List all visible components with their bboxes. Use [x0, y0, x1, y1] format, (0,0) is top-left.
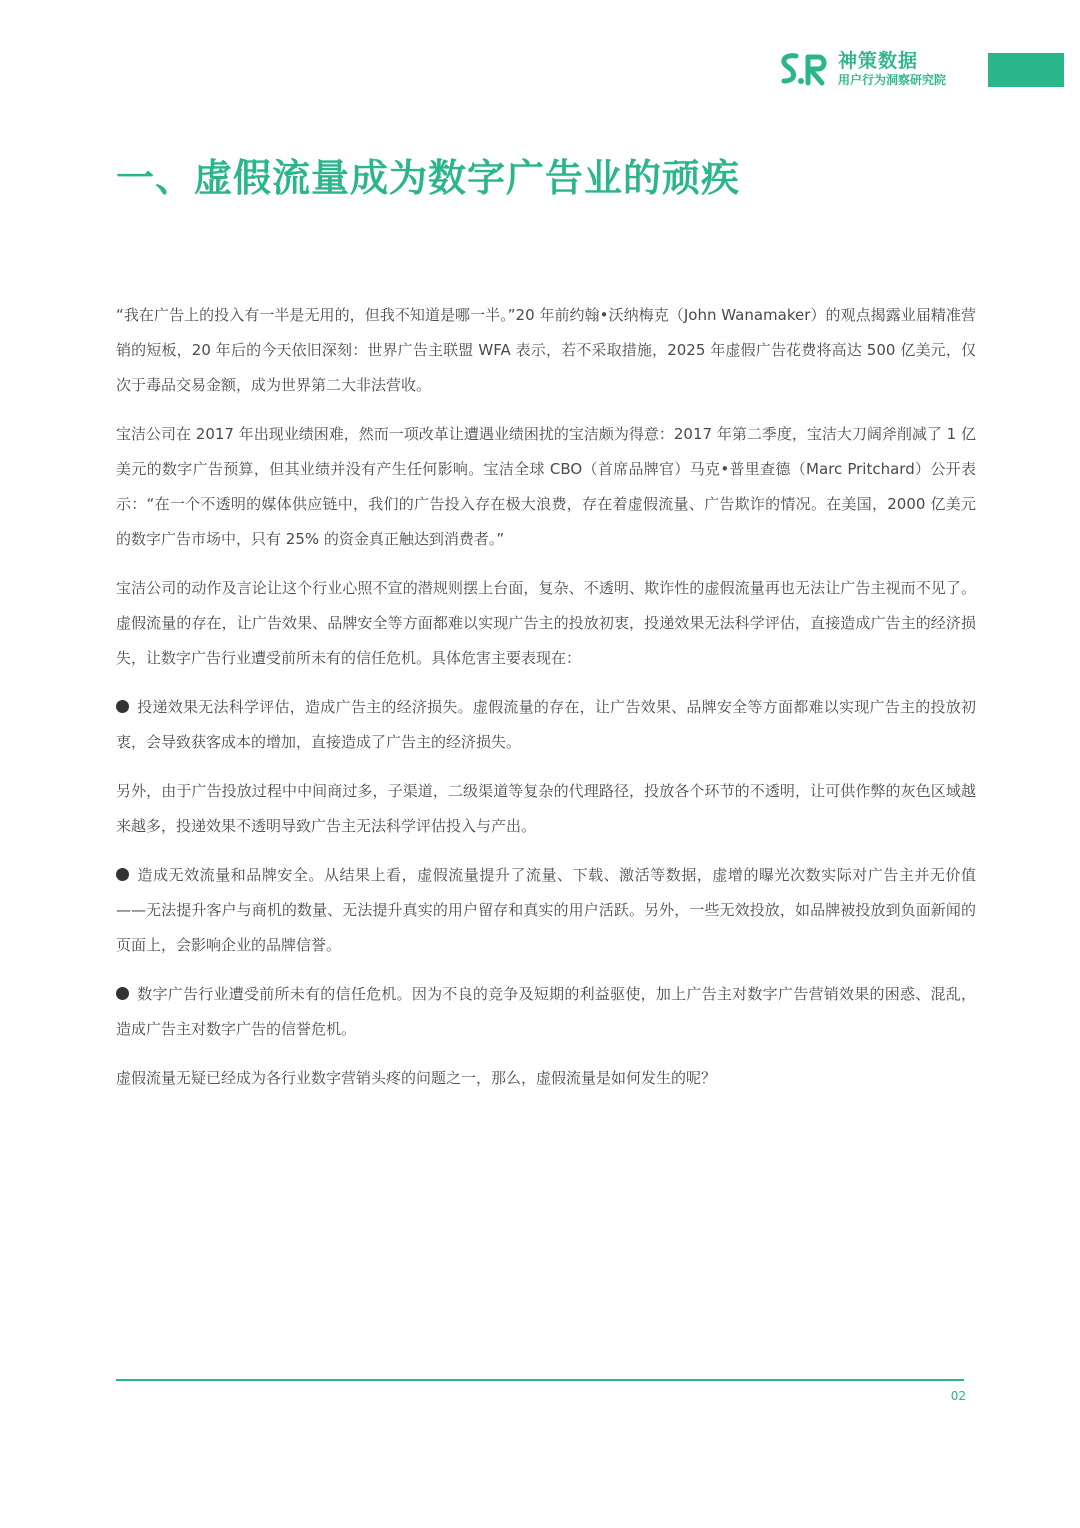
footer-divider — [116, 1379, 964, 1381]
bullet-icon — [116, 700, 129, 713]
paragraph: 宝洁公司在 2017 年出现业绩困难，然而一项改革让遭遇业绩困扰的宝洁颇为得意：2017 年第二季度，宝洁大刀阔斧削减了 1 亿美元的数字广告预算，但其业绩并没有产生任何影响。宝洁全球 CBO（首席品牌官）马克•普里查德（Marc Pritchard）公开表示：“在一个不透明的媒体供应链中，我们的广告投入存在极大浪费，存在着虚假流量、广告欺诈的情况。在美国，2000 亿美元的数字广告市场中，只有 25% 的资金真正触达到消费者。” — [116, 425, 976, 548]
header-accent-bar — [988, 53, 1064, 87]
bullet-text: 投递效果无法科学评估，造成广告主的经济损失。虚假流量的存在，让广告效果、品牌安全等方面都难以实现广告主的投放初衷，会导致获客成本的增加，直接造成了广告主的经济损失。 — [116, 698, 976, 751]
article-body — [116, 298, 976, 1110]
bullet-item — [116, 690, 976, 760]
bullet-icon — [116, 868, 129, 881]
brand-text — [838, 50, 946, 88]
paragraph: 宝洁公司的动作及言论让这个行业心照不宣的潜规则摆上台面，复杂、不透明、欺诈性的虚假流量再也无法让广告主视而不见了。虚假流量的存在，让广告效果、品牌安全等方面都难以实现广告主的投放初衷，投递效果无法科学评估，直接造成广告主的经济损失，让数字广告行业遭受前所未有的信任危机。具体危害主要表现在： — [116, 579, 976, 667]
paragraph: “我在广告上的投入有一半是无用的，但我不知道是哪一半。”20 年前约翰•沃纳梅克（John Wanamaker）的观点揭露业届精准营销的短板，20 年后的今天依旧深刻：世界广告主联盟 WFA 表示，若不采取措施，2025 年虚假广告花费将高达 500 亿美元，仅次于毒品交易金额，成为世界第二大非法营收。 — [116, 306, 976, 394]
bullet-text: 数字广告行业遭受前所未有的信任危机。因为不良的竞争及短期的利益驱使，加上广告主对数字广告营销效果的困惑、混乱，造成广告主对数字广告的信誉危机。 — [116, 985, 976, 1038]
bullet-text: 造成无效流量和品牌安全。从结果上看，虚假流量提升了流量、下载、激活等数据，虚增的曝光次数实际对广告主并无价值——无法提升客户与商机的数量、无法提升真实的用户留存和真实的用户活跃。另外，一些无效投放，如品牌被投放到负面新闻的页面上，会影响企业的品牌信誉。 — [116, 866, 976, 954]
page-number: 02 — [950, 1389, 966, 1403]
brand-name: 神策数据 — [838, 50, 919, 72]
brand-subtitle: 用户行为洞察研究院 — [838, 73, 947, 87]
bullet-item — [116, 977, 976, 1047]
brand-logo — [776, 50, 946, 88]
bullet-icon — [116, 987, 129, 1000]
bullet-item — [116, 858, 976, 963]
paragraph: 另外，由于广告投放过程中中间商过多，子渠道，二级渠道等复杂的代理路径，投放各个环节的不透明，让可供作弊的灰色区域越来越多，投递效果不透明导致广告主无法科学评估投入与产出。 — [116, 782, 976, 835]
page-title: 一、虚假流量成为数字广告业的顽疾 — [116, 156, 741, 200]
paragraph: 虚假流量无疑已经成为各行业数字营销头疼的问题之一，那么，虚假流量是如何发生的呢？ — [116, 1069, 717, 1087]
sr-logo-icon — [776, 50, 830, 88]
